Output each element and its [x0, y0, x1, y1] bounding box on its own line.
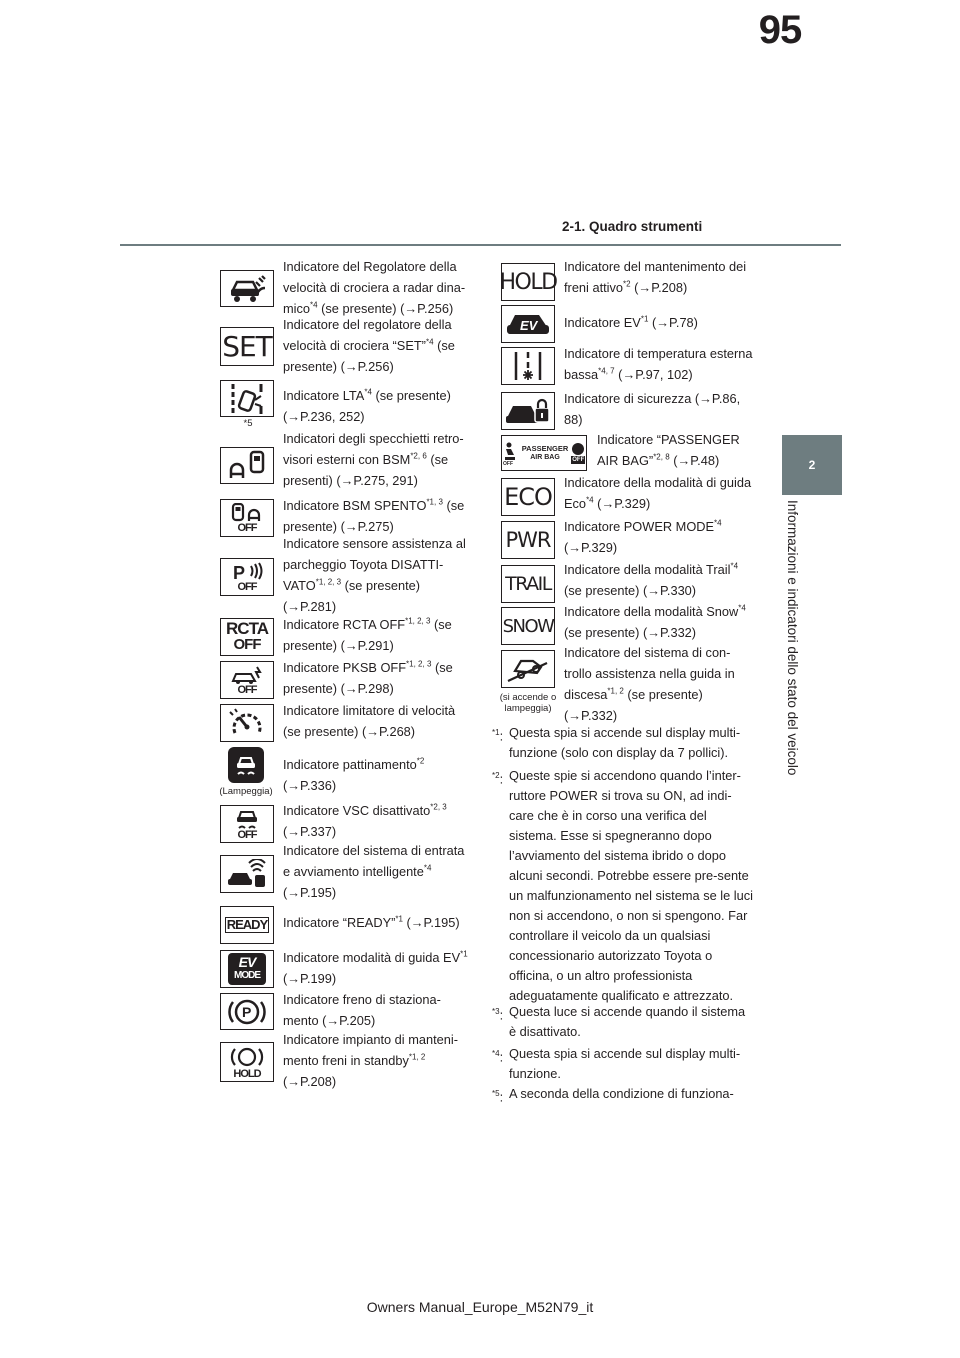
- eco-icon: ECO: [501, 478, 555, 516]
- security-icon: [501, 392, 555, 430]
- list-item-desc: Indicatore LTA$^{*4}$ (se presente) (→P.236, 252): [283, 387, 451, 424]
- list-item-desc: Indicatore del regolatore della velocità di crociera “SET”$^{*4}$ (se presente) (→P.256): [283, 317, 455, 374]
- list-item-desc: Indicatore impianto di manteni-mento freni in standby$^{*1, 2}$ (→P.208): [283, 1032, 458, 1089]
- brake-hold-standby-icon: HOLD: [220, 1042, 274, 1082]
- footer-text: Owners Manual_Europe_M52N79_it: [366, 1299, 594, 1315]
- speed-limiter-icon: [220, 704, 274, 742]
- icon-caption: *5: [243, 418, 253, 429]
- vsc-off-icon: OFF: [220, 805, 274, 843]
- list-item-desc: Indicatore del sistema di con-trollo assistenza nella guida in discesa$^{*1, 2}$ (se presente) (→P.332): [564, 645, 735, 723]
- chapter-tab[interactable]: 2: [782, 435, 842, 495]
- footnote: $^{*5}$: A seconda della condizione di funziona-: [492, 1084, 754, 1104]
- list-item-desc: Indicatore del mantenimento dei freni attivo$^{*2}$ (→P.208): [564, 259, 747, 295]
- list-item-desc: Indicatore della modalità Snow$^{*4}$ (se presente) (→P.332): [564, 603, 746, 640]
- icon-caption: (Lampeggia): [219, 786, 273, 797]
- trail-icon: TRAIL: [501, 565, 555, 603]
- svg-text:P: P: [242, 1003, 252, 1020]
- list-item-desc: Indicatore modalità di guida EV$^{*1}$ (→P.199): [283, 949, 468, 986]
- list-item-desc: Indicatore della modalità di guida Eco$^{*4}$ (→P.329): [564, 475, 752, 511]
- page-number: 95: [758, 8, 802, 52]
- svg-text:EV: EV: [520, 318, 538, 333]
- slip-icon: [228, 747, 264, 783]
- parking-assist-off-icon: P OFF: [220, 558, 274, 596]
- pwr-icon: PWR: [501, 521, 555, 559]
- list-item-desc: Indicatore freno di staziona-mento (→P.205): [283, 992, 441, 1028]
- low-temp-icon: [501, 347, 555, 385]
- smart-entry-icon: [220, 855, 274, 893]
- ev-icon: [501, 305, 555, 343]
- bsm-mirror-icon: [220, 447, 274, 484]
- footnote: $^{*3}$: Questa luce si accende quando il sistema è disattivato.: [492, 1004, 746, 1039]
- footnote-mark: $^{*5}$:: [492, 1089, 504, 1105]
- list-item-desc: Indicatore “PASSENGER AIR BAG”$^{*2, 8}$ (→P.48): [597, 432, 740, 468]
- list-item-desc: Indicatore sensore assistenza al parcheggio Toyota DISATTI-VATO$^{*1, 2, 3}$ (se presente) (→P.281): [283, 536, 466, 614]
- list-item-desc: Indicatore VSC disattivato$^{*2, 3}$ (→P.337): [283, 802, 447, 839]
- list-item-desc: Indicatore PKSB OFF$^{*1, 2, 3}$ (se presente) (→P.298): [283, 659, 453, 696]
- footnote-mark: $^{*3}$:: [492, 1007, 504, 1023]
- list-item-desc: Indicatore “READY”$^{*1}$ (→P.195): [283, 914, 460, 930]
- list-item-desc: Indicatore di sicurezza (→P.86, 88): [564, 391, 741, 427]
- snow-icon: SNOW: [501, 607, 555, 645]
- rcta-off-icon: RCTA OFF: [220, 618, 274, 656]
- passenger-airbag-icon: OFF PASSENGER AIR BAG OFF: [501, 435, 587, 471]
- hold-icon: HOLD: [501, 263, 555, 301]
- list-item-desc: Indicatore RCTA OFF$^{*1, 2, 3}$ (se presente) (→P.291): [283, 616, 452, 653]
- list-item-desc: Indicatore POWER MODE$^{*4}$ (→P.329): [564, 518, 722, 555]
- footnote-mark: $^{*2}$:: [492, 771, 504, 787]
- header-rule: [120, 244, 841, 246]
- radar-cruise-icon: [220, 270, 274, 307]
- footnote-mark: $^{*4}$:: [492, 1049, 504, 1065]
- ready-icon: READY: [220, 906, 274, 944]
- ev-mode-icon: EV MODE: [220, 950, 274, 988]
- footnote: $^{*1}$: Questa spia si accende sul display multi-funzione (solo con display da 7 pollici).: [492, 725, 741, 760]
- chapter-title-vertical: Informazioni e indicatori dello stato del veicolo: [785, 500, 800, 776]
- list-item-desc: Indicatore del sistema di entrata e avviamento intelligente$^{*4}$ (→P.195): [283, 843, 465, 900]
- pksb-off-icon: OFF: [220, 661, 274, 699]
- footnote: $^{*2}$: Queste spie si accendono quando l’inter-ruttore POWER si trova su ON, ad indi-care che è in corso una verifica del sistema. Esse si spegneranno dopo l’avviamento del sistema ibrido o dopo alcuni secondi. Potrebbe essere pre-sente un malfunzionamento nel sistema se le luci non si accendono, o non si spengono. Far controllare il veicolo da un qualsiasi concessionario autorizzato Toyota o officina, o un altro professionista adeguatamente qualificato e attrezzato.: [492, 768, 753, 1003]
- list-item-desc: Indicatore della modalità Trail$^{*4}$ (se presente) (→P.330): [564, 561, 739, 598]
- list-item-desc: Indicatore BSM SPENTO$^{*1, 3}$ (se presente) (→P.275): [283, 497, 465, 534]
- list-item-desc: Indicatore del Regolatore della velocità di crociera a radar dina-mico$^{*4}$ (se presente) (→P.256): [283, 259, 466, 316]
- footnote: $^{*4}$: Questa spia si accende sul display multi-funzione.: [492, 1046, 741, 1081]
- set-text-icon: SET: [220, 327, 274, 366]
- list-item-desc: Indicatori degli specchietti retro-visori esterni con BSM$^{*2, 6}$ (se presenti) (→P.275, 291): [283, 431, 464, 488]
- list-item-desc: Indicatore pattinamento$^{*2}$ (→P.336): [283, 756, 425, 793]
- list-item-desc: Indicatore EV$^{*1}$ (→P.78): [564, 314, 698, 330]
- svg-text:OFF: OFF: [502, 461, 513, 465]
- list-item-desc: Indicatore limitatore di velocità (se presente) (→P.268): [283, 703, 456, 739]
- lta-icon: [220, 380, 274, 417]
- bsm-off-icon: OFF: [220, 499, 274, 537]
- icon-caption: (si accende o lampeggia): [499, 692, 557, 714]
- list-item-desc: Indicatore di temperatura esterna bassa$^{*4, 7}$ (→P.97, 102): [564, 346, 753, 382]
- parking-brake-icon: [220, 993, 274, 1030]
- footnote-mark: $^{*1}$:: [492, 728, 504, 744]
- downhill-assist-icon: [501, 650, 555, 688]
- section-title: 2-1. Quadro strumenti: [562, 219, 703, 234]
- svg-text:P: P: [233, 562, 246, 582]
